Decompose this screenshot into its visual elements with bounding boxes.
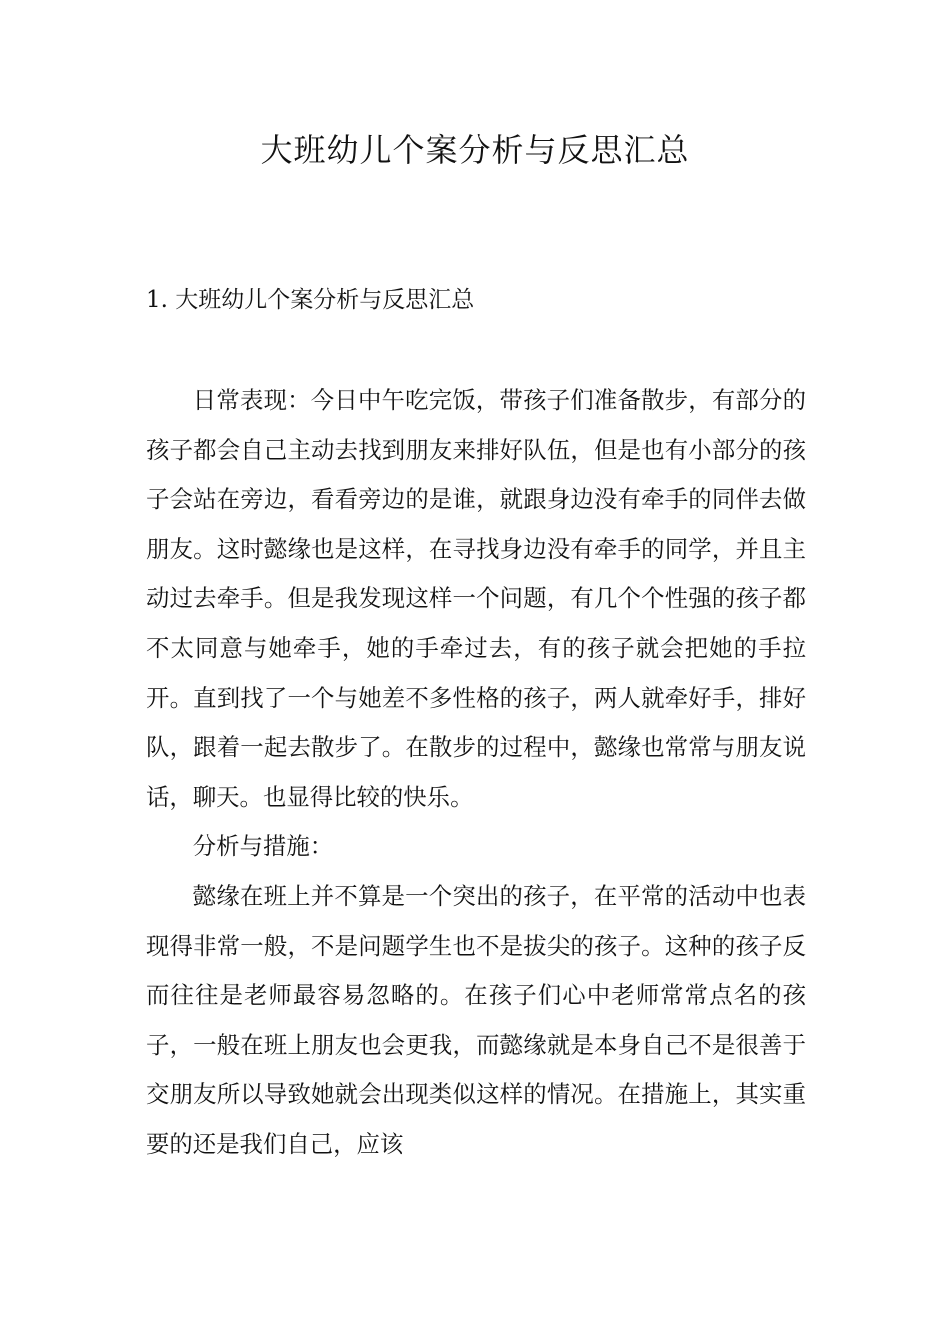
paragraph-analysis-heading: 分析与措施： xyxy=(192,832,334,861)
document-title: 大班幼儿个案分析与反思汇总 xyxy=(260,131,690,169)
paragraph-daily-performance: 日常表现：今日中午吃完饭，带孩子们准备散步，有部分的孩子都会自己主动去找到朋友来排好队伍，但是也有小部分的孩子会站在旁边，看看旁边的是谁，就跟身边没有牵手的同伴去做朋友。这时懿缘也是这样，在寻找身边没有牵手的同学，并且主动过去牵手。但是我发现这样一个问题，有几个个性强的孩子都不太同意与她牵手，她的手牵过去，有的孩子就会把她的手拉开。直到找了一个与她差不多性格的孩子，两人就牵好手，排好队，跟着一起去散步了。在散步的过程中，懿缘也常常与朋友说话，聊天。也显得比较的快乐。 xyxy=(146,386,806,811)
paragraph-analysis-body: 懿缘在班上并不算是一个突出的孩子，在平常的活动中也表现得非常一般，不是问题学生也不是拔尖的孩子。这种的孩子反而往往是老师最容易忽略的。在孩子们心中老师常常点名的孩子，一般在班上朋友也会更我，而懿缘就是本身自己不是很善于交朋友所以导致她就会出现类似这样的情况。在措施上，其实重要的还是我们自己，应该 xyxy=(146,881,806,1158)
section-heading: 1. 大班幼儿个案分析与反思汇总 xyxy=(146,287,475,313)
document-body xyxy=(146,376,806,1170)
